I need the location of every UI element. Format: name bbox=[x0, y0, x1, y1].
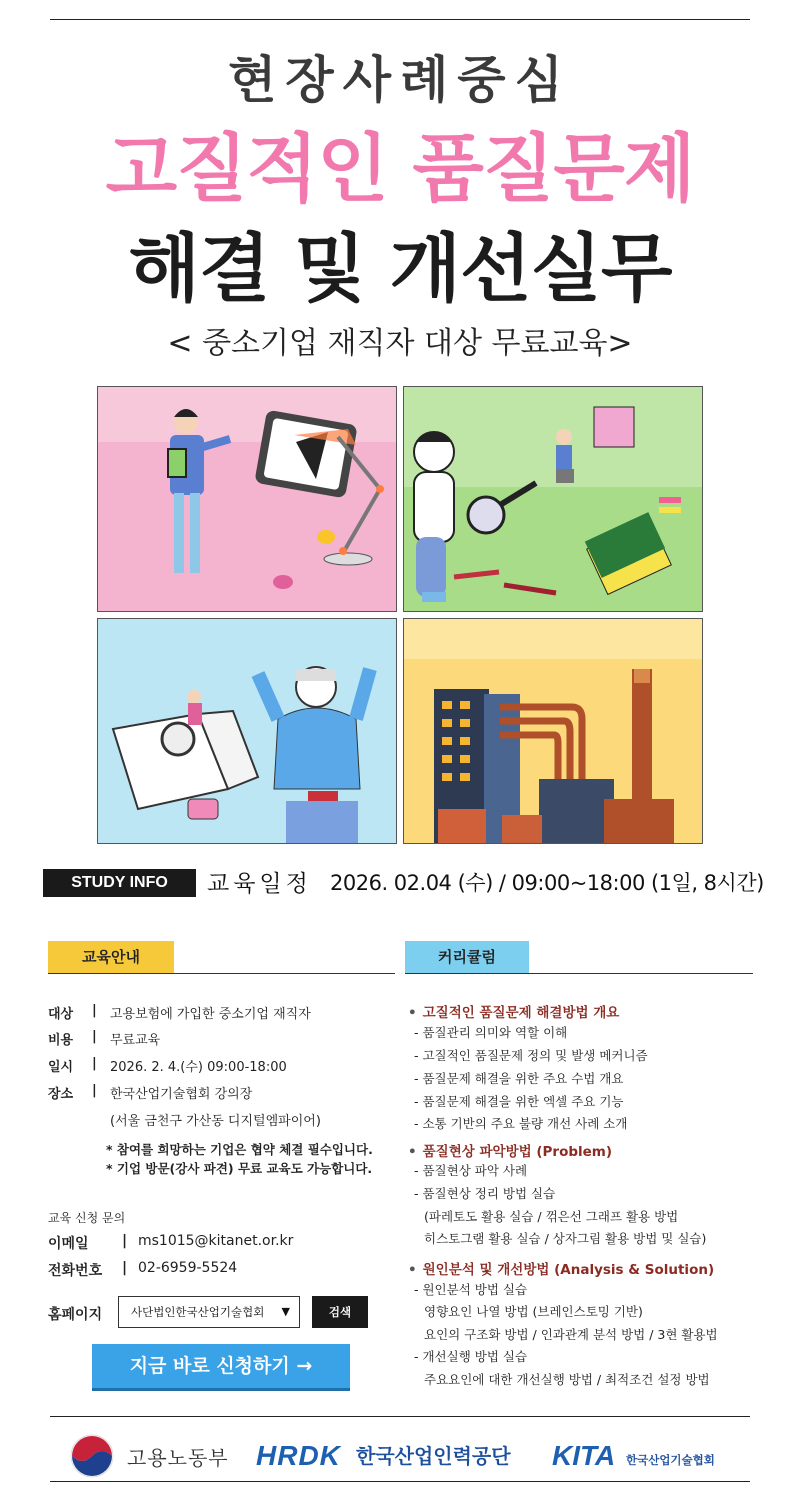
curriculum-item: - 원인분석 방법 실습 bbox=[414, 1282, 528, 1297]
separator: | bbox=[122, 1260, 128, 1276]
curriculum-item: - 품질현상 파악 사례 bbox=[414, 1163, 528, 1178]
curriculum-item: - 품질관리 의미와 역할 이해 bbox=[414, 1025, 568, 1040]
curriculum-subitem: 히스토그램 활용 실습 / 상자그림 활용 방법 및 실습) bbox=[424, 1231, 707, 1246]
info-key: 장소 bbox=[48, 1087, 74, 1102]
curriculum-item: - 고질적인 품질문제 정의 및 발생 메커니즘 bbox=[414, 1048, 648, 1063]
info-value: 한국산업기술협회 강의장 bbox=[110, 1087, 253, 1102]
homepage-select[interactable] bbox=[118, 1296, 300, 1328]
curriculum-heading: 커리큘럼 bbox=[405, 941, 529, 973]
apply-now-button[interactable]: 지금 바로 신청하기 → bbox=[92, 1344, 350, 1388]
edu-info-divider bbox=[48, 973, 395, 974]
contact-key: 이메일 bbox=[48, 1236, 89, 1252]
separator: | bbox=[122, 1233, 128, 1249]
curriculum-subitem: 주요요인에 대한 개선실행 방법 / 최적조건 설정 방법 bbox=[424, 1372, 710, 1387]
moel-name: 고용노동부 bbox=[127, 1446, 229, 1470]
curriculum-section-title: • 고질적인 품질문제 해결방법 개요 bbox=[408, 1005, 620, 1021]
subtitle: < 중소기업 재직자 대상 무료교육> bbox=[167, 326, 633, 361]
top-rule bbox=[50, 19, 750, 20]
info-key: 비용 bbox=[48, 1033, 74, 1048]
curriculum-subitem: 영향요인 나열 방법 (브레인스토밍 기반) bbox=[424, 1304, 643, 1319]
illustration-panel-green bbox=[403, 386, 703, 612]
curriculum-subitem: 요인의 구조화 방법 / 인과관계 분석 방법 / 3현 활용법 bbox=[424, 1327, 718, 1342]
contact-key: 전화번호 bbox=[48, 1263, 103, 1279]
homepage-select-value: 사단법인한국산업기술협회 bbox=[131, 1305, 265, 1319]
edu-info-heading: 교육안내 bbox=[48, 941, 174, 973]
illustration-panel-blue bbox=[97, 618, 397, 844]
illustration-panel-yellow bbox=[403, 618, 703, 844]
info-value: 무료교육 bbox=[110, 1033, 161, 1048]
separator: | bbox=[92, 1056, 97, 1071]
factory-illustration bbox=[404, 619, 703, 844]
footer-bottom-rule bbox=[50, 1481, 750, 1482]
curriculum-section-title: • 품질현상 파악방법 (Problem) bbox=[408, 1144, 613, 1160]
contact-value[interactable]: ms1015@kitanet.or.kr bbox=[138, 1233, 294, 1249]
schedule-label: 교육일정 bbox=[207, 871, 312, 897]
curriculum-item: - 품질문제 해결을 위한 주요 수법 개요 bbox=[414, 1071, 624, 1086]
curriculum-section-title: • 원인분석 및 개선방법 (Analysis & Solution) bbox=[408, 1262, 715, 1278]
curriculum-item: - 품질현상 정리 방법 실습 bbox=[414, 1186, 556, 1201]
info-value: 2026. 2. 4.(수) 09:00-18:00 bbox=[110, 1060, 287, 1075]
info-key: 대상 bbox=[48, 1007, 74, 1022]
location-detail-text: (서울 금천구 가산동 디지털엠파이어) bbox=[110, 1114, 321, 1129]
homepage-label: 홈페이지 bbox=[48, 1307, 103, 1323]
lamp-illustration bbox=[98, 387, 397, 612]
study-illustration bbox=[98, 619, 397, 844]
hrdk-logo: HRDK bbox=[256, 1440, 341, 1471]
dropdown-arrow-icon: ▼ bbox=[281, 1305, 290, 1318]
bullet-icon: • bbox=[408, 1005, 417, 1021]
curriculum-subitem: (파레토도 활용 실습 / 꺾은선 그래프 활용 방법 bbox=[424, 1209, 679, 1224]
bullet-icon: • bbox=[408, 1144, 417, 1160]
footer-top-rule bbox=[50, 1416, 750, 1417]
illustration-panel-pink bbox=[97, 386, 397, 612]
title-line-1: 현장사례중심 bbox=[228, 51, 572, 109]
bullet-icon: • bbox=[408, 1262, 417, 1278]
title-line-3: 해결 및 개선실무 bbox=[128, 226, 672, 312]
separator: | bbox=[92, 1003, 97, 1018]
kita-name: 한국산업기술협회 bbox=[626, 1453, 715, 1467]
contact-value[interactable]: 02-6959-5524 bbox=[138, 1260, 238, 1276]
moel-emblem-icon bbox=[70, 1434, 114, 1478]
curriculum-item: - 개선실행 방법 실습 bbox=[414, 1349, 528, 1364]
info-key: 일시 bbox=[48, 1060, 74, 1075]
schedule-value: 2026. 02.04 (수) / 09:00~18:00 (1일, 8시간) bbox=[330, 871, 764, 895]
study-info-badge: STUDY INFO bbox=[43, 869, 196, 897]
info-value: 고용보험에 가입한 중소기업 재직자 bbox=[110, 1007, 311, 1022]
title-line-2: 고질적인 품질문제 bbox=[105, 126, 695, 212]
separator: | bbox=[92, 1083, 97, 1098]
hrdk-name: 한국산업인력공단 bbox=[356, 1444, 511, 1468]
kita-logo: KITA bbox=[552, 1440, 616, 1471]
separator: | bbox=[92, 1029, 97, 1044]
contact-title: 교육 신청 문의 bbox=[48, 1211, 126, 1225]
note-visit: * 기업 방문(강사 파견) 무료 교육도 가능합니다. bbox=[106, 1161, 373, 1176]
search-button[interactable]: 검색 bbox=[312, 1296, 368, 1328]
curriculum-item: - 품질문제 해결을 위한 엑셀 주요 기능 bbox=[414, 1094, 624, 1109]
curriculum-divider bbox=[405, 973, 753, 974]
magnifier-illustration bbox=[404, 387, 703, 612]
curriculum-item: - 소통 기반의 주요 불량 개선 사례 소개 bbox=[414, 1116, 628, 1131]
note-agreement: * 참여를 희망하는 기업은 협약 체결 필수입니다. bbox=[106, 1142, 373, 1157]
